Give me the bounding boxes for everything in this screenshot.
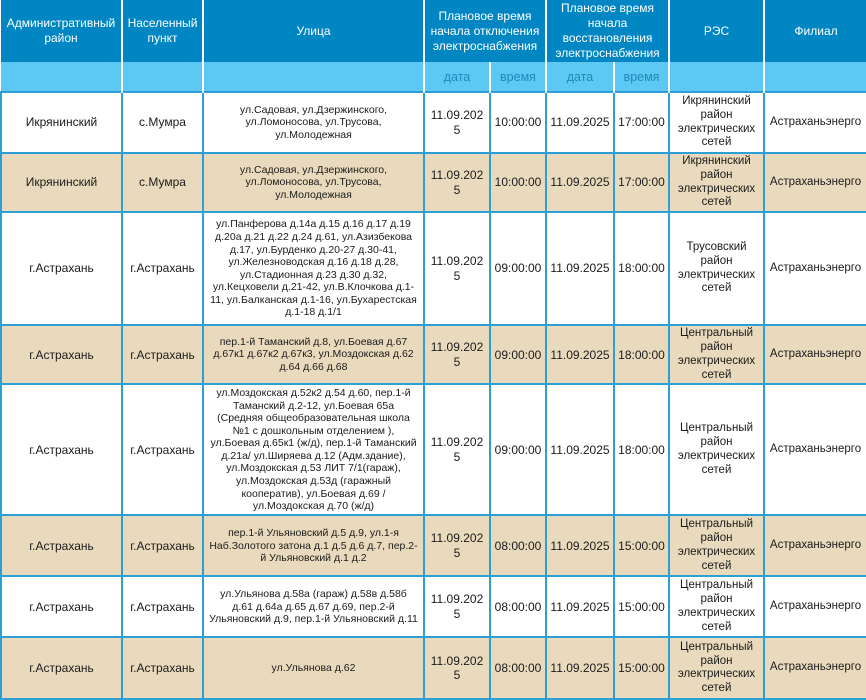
table-row bbox=[1, 515, 866, 576]
cell-branch: Астраханьэнерго bbox=[764, 384, 866, 515]
cell-restore-time: 18:00:00 bbox=[614, 384, 669, 515]
subheader-empty-street bbox=[203, 62, 424, 92]
cell-settlement: с.Мумра bbox=[122, 153, 203, 212]
cell-outage-time: 09:00:00 bbox=[490, 212, 546, 325]
cell-admin: г.Астрахань bbox=[1, 212, 122, 325]
cell-admin: г.Астрахань bbox=[1, 637, 122, 699]
cell-restore-time: 18:00:00 bbox=[614, 325, 669, 384]
subheader-empty-settlement bbox=[122, 62, 203, 92]
cell-settlement: г.Астрахань bbox=[122, 637, 203, 699]
cell-branch: Астраханьэнерго bbox=[764, 637, 866, 699]
cell-admin: Икрянинский bbox=[1, 92, 122, 153]
cell-res: Центральный район электрических сетей bbox=[669, 515, 764, 576]
cell-outage-time: 10:00:00 bbox=[490, 153, 546, 212]
cell-settlement: г.Астрахань bbox=[122, 576, 203, 637]
cell-streets: пер.1-й Ульяновский д.5 д.9, ул.1-я Наб.Золотого затона д.1 д.5 д.6 д.7, пер.2-й Ульяновский д.1 д.2 bbox=[203, 515, 424, 576]
cell-restore-time: 18:00:00 bbox=[614, 212, 669, 325]
cell-outage-time: 08:00:00 bbox=[490, 576, 546, 637]
cell-restore-time: 15:00:00 bbox=[614, 576, 669, 637]
cell-res: Центральный район электрических сетей bbox=[669, 576, 764, 637]
header-street: Улица bbox=[203, 0, 424, 62]
table-row bbox=[1, 92, 866, 153]
cell-outage-time: 10:00:00 bbox=[490, 92, 546, 153]
subheader-empty-admin bbox=[1, 62, 122, 92]
cell-restore-time: 17:00:00 bbox=[614, 92, 669, 153]
cell-streets: ул.Садовая, ул.Дзержинского, ул.Ломоносова, ул.Трусова, ул.Молодежная bbox=[203, 153, 424, 212]
cell-streets: ул.Ульянова д.62 bbox=[203, 637, 424, 699]
cell-res: Центральный район электрических сетей bbox=[669, 325, 764, 384]
subheader-empty-branch bbox=[764, 62, 866, 92]
cell-admin: Икрянинский bbox=[1, 153, 122, 212]
cell-res: Трусовский район электрических сетей bbox=[669, 212, 764, 325]
cell-res: Центральный район электрических сетей bbox=[669, 637, 764, 699]
cell-restore-date: 11.09.2025 bbox=[546, 325, 614, 384]
subheader-empty-res bbox=[669, 62, 764, 92]
cell-restore-date: 11.09.2025 bbox=[546, 515, 614, 576]
cell-streets: ул.Садовая, ул.Дзержинского, ул.Ломоносова, ул.Трусова, ул.Молодежная bbox=[203, 92, 424, 153]
cell-outage-date: 11.09.2025 bbox=[424, 515, 490, 576]
cell-admin: г.Астрахань bbox=[1, 576, 122, 637]
cell-outage-time: 08:00:00 bbox=[490, 637, 546, 699]
cell-branch: Астраханьэнерго bbox=[764, 515, 866, 576]
cell-res: Икрянинский район электрических сетей bbox=[669, 92, 764, 153]
header-restore-start: Плановое время начала восстановления электроснабжения bbox=[546, 0, 669, 62]
cell-restore-time: 15:00:00 bbox=[614, 637, 669, 699]
cell-streets: ул.Ульянова д.58а (гараж) д.58в д.58б д.61 д.64а д.65 д.67 д.69, пер.2-й Ульяновский д.9, пер.1-й Ульяновский д.11 bbox=[203, 576, 424, 637]
cell-streets: пер.1-й Таманский д.8, ул.Боевая д.67 д.67к1 д.67к2 д.67к3, ул.Моздокская д.62 д.64 д.66 д.68 bbox=[203, 325, 424, 384]
cell-restore-date: 11.09.2025 bbox=[546, 384, 614, 515]
cell-outage-date: 11.09.2025 bbox=[424, 637, 490, 699]
table-row bbox=[1, 153, 866, 212]
cell-settlement: г.Астрахань bbox=[122, 515, 203, 576]
cell-branch: Астраханьэнерго bbox=[764, 212, 866, 325]
cell-branch: Астраханьэнерго bbox=[764, 92, 866, 153]
cell-settlement: с.Мумра bbox=[122, 92, 203, 153]
cell-branch: Астраханьэнерго bbox=[764, 153, 866, 212]
cell-outage-time: 08:00:00 bbox=[490, 515, 546, 576]
cell-outage-date: 11.09.2025 bbox=[424, 212, 490, 325]
table-row bbox=[1, 576, 866, 637]
cell-outage-time: 09:00:00 bbox=[490, 325, 546, 384]
cell-res: Центральный район электрических сетей bbox=[669, 384, 764, 515]
cell-restore-time: 17:00:00 bbox=[614, 153, 669, 212]
cell-restore-date: 11.09.2025 bbox=[546, 637, 614, 699]
cell-settlement: г.Астрахань bbox=[122, 325, 203, 384]
table-row bbox=[1, 637, 866, 699]
table-row bbox=[1, 384, 866, 515]
cell-settlement: г.Астрахань bbox=[122, 212, 203, 325]
cell-restore-date: 11.09.2025 bbox=[546, 212, 614, 325]
cell-streets: ул.Моздокская д.52к2 д.54 д.60, пер.1-й Таманский д.2-12, ул.Боевая 65а (Средняя общеобразовательная школа №1 с дошкольным отделением ), ул.Боевая д.65к1 (ж/д), пер.1-й Таманский д.21а/ ул.Ширяева д.12 (Адм.здание), ул.Моздокская д.53 ЛИТ 7/1(гараж), ул.Моздокская д.53д (гаражный кооператив), ул.Боевая д.69 /ул.Моздокская д.70 (ж/д) bbox=[203, 384, 424, 515]
cell-streets: ул.Панферова д.14а д.15 д.16 д.17 д.19 д.20а д.21 д.22 д.24 д.61, ул.Азизбекова д.17, ул.Бурденко д.20-27 д.30-41, ул.Железноводская д.16 д.18 д.28, ул.Стадионная д.23 д.30 д.32, ул.Кецховели д.21-42, ул.В.Клочкова д.1-11, ул.Балканская д.1-16, ул.Бухарестская д.1-18 д.1/1 bbox=[203, 212, 424, 325]
subheader-outage-time: время bbox=[490, 62, 546, 92]
cell-restore-time: 15:00:00 bbox=[614, 515, 669, 576]
cell-outage-date: 11.09.2025 bbox=[424, 576, 490, 637]
subheader-restore-date: дата bbox=[546, 62, 614, 92]
cell-branch: Астраханьэнерго bbox=[764, 325, 866, 384]
cell-outage-date: 11.09.2025 bbox=[424, 92, 490, 153]
table-row bbox=[1, 325, 866, 384]
cell-restore-date: 11.09.2025 bbox=[546, 92, 614, 153]
cell-restore-date: 11.09.2025 bbox=[546, 576, 614, 637]
cell-outage-date: 11.09.2025 bbox=[424, 153, 490, 212]
cell-admin: г.Астрахань bbox=[1, 325, 122, 384]
subheader-restore-time: время bbox=[614, 62, 669, 92]
cell-outage-date: 11.09.2025 bbox=[424, 325, 490, 384]
subheader-outage-date: дата bbox=[424, 62, 490, 92]
table-body bbox=[1, 92, 866, 699]
cell-branch: Астраханьэнерго bbox=[764, 576, 866, 637]
header-admin-district: Административный район bbox=[1, 0, 122, 62]
cell-admin: г.Астрахань bbox=[1, 384, 122, 515]
cell-admin: г.Астрахань bbox=[1, 515, 122, 576]
cell-outage-date: 11.09.2025 bbox=[424, 384, 490, 515]
cell-res: Икрянинский район электрических сетей bbox=[669, 153, 764, 212]
table-header bbox=[1, 0, 866, 92]
cell-settlement: г.Астрахань bbox=[122, 384, 203, 515]
cell-outage-time: 09:00:00 bbox=[490, 384, 546, 515]
header-settlement: Населенный пункт bbox=[122, 0, 203, 62]
header-outage-start: Плановое время начала отключения электроснабжения bbox=[424, 0, 546, 62]
table-row bbox=[1, 212, 866, 325]
header-res: РЭС bbox=[669, 0, 764, 62]
cell-restore-date: 11.09.2025 bbox=[546, 153, 614, 212]
header-branch: Филиал bbox=[764, 0, 866, 62]
